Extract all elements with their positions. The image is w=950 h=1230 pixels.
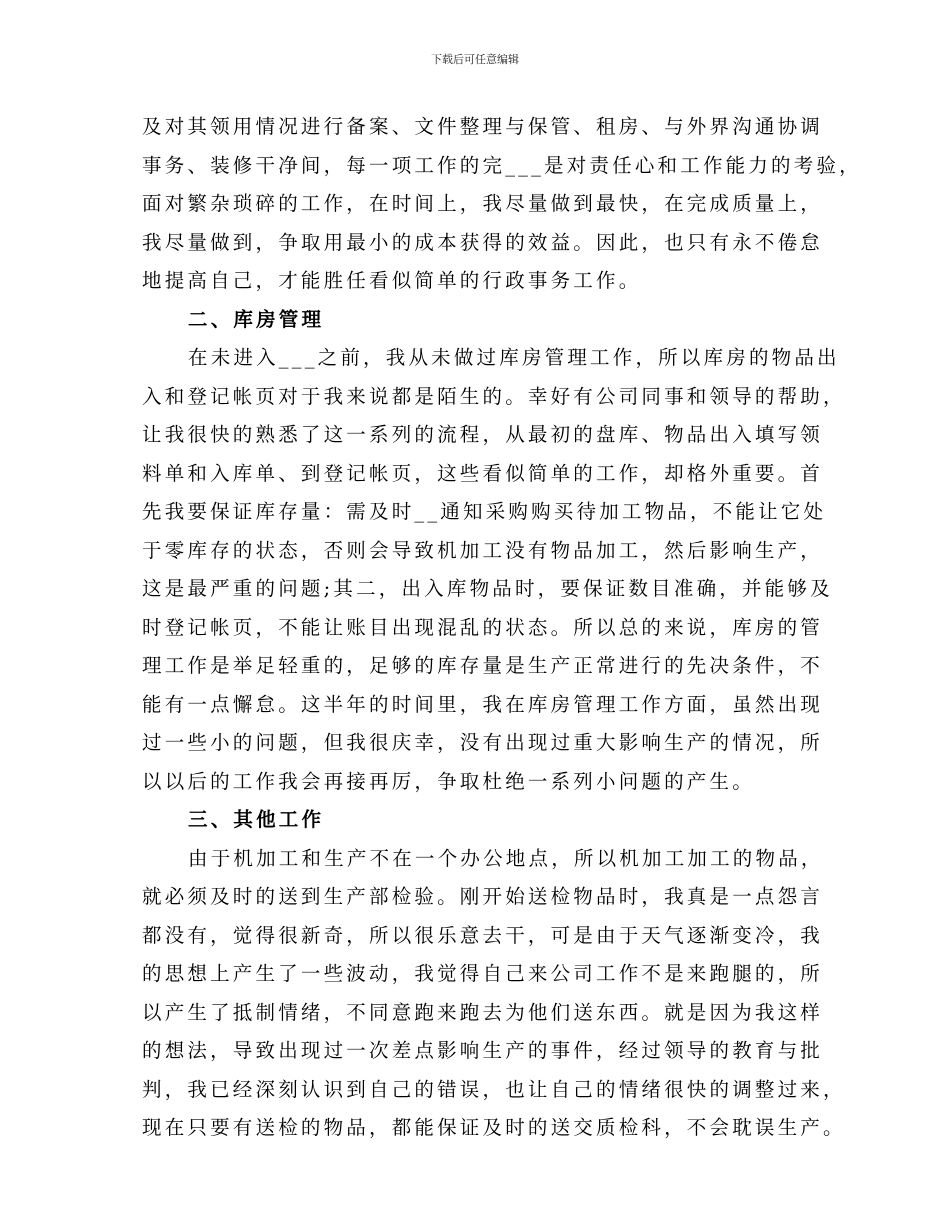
paragraph-line: 于零库存的状态，否则会导致机加工没有物品加工，然后影响生产， [142,538,824,562]
paragraph-line: 由于机加工和生产不在一个办公地点，所以机加工加工的物品， [188,846,824,870]
paragraph-line: 的思想上产生了一些波动，我觉得自己来公司工作不是来跑腿的，所 [142,962,824,985]
section-warehouse [142,301,846,802]
paragraph-line: 入和登记帐页对于我来说都是陌生的。幸好有公司同事和领导的帮助， [142,384,846,408]
paragraph-line: 先我要保证库存量：需及时__通知采购购买待加工物品，不能让它处 [142,500,827,523]
paragraph-line: 都没有，觉得很新奇，所以很乐意去干，可是由于天气逐渐变冷，我 [142,923,824,947]
paragraph-line: 让我很快的熟悉了这一系列的流程，从最初的盘库、物品出入填写领 [142,423,824,446]
paragraph-line: 我尽量做到，争取用最小的成本获得的效益。因此，也只有永不倦怠 [142,230,824,254]
paragraph-line: 能有一点懈怠。这半年的时间里，我在库房管理工作方面，虽然出现 [142,692,824,716]
paragraph-line: 在未进入___之前，我从未做过库房管理工作，所以库房的物品出 [188,346,840,369]
paragraph-line: 面对繁杂琐碎的工作，在时间上，我尽量做到最快，在完成质量上， [142,192,824,215]
paragraph-line: 理工作是举足轻重的，足够的库存量是生产正常进行的先决条件，不 [142,654,824,677]
paragraph-line: 这是最严重的问题;其二，出入库物品时，要保证数目准确，并能够及 [142,577,833,600]
section-intro [142,108,862,301]
paragraph-line: 判，我已经深刻认识到自己的错误，也让自己的情绪很快的调整过来， [142,1077,846,1101]
paragraph-line: 料单和入库单、到登记帐页，这些看似简单的工作，却格外重要。首 [142,461,824,485]
page-header: 下载后可任意编辑 [431,53,519,66]
paragraph-line: 就必须及时的送到生产部检验。刚开始送检物品时，我真是一点怨言 [142,885,824,908]
paragraph-line: 时登记帐页，不能让账目出现混乱的状态。所以总的来说，库房的管 [142,615,824,639]
section-heading: 三、其他工作 [188,808,325,831]
paragraph-line: 以产生了抵制情绪，不同意跑来跑去为他们送东西。就是因为我这样 [142,1000,824,1024]
section-other-work [142,801,846,1148]
paragraph-line: 地提高自己，才能胜任看似简单的行政事务工作。 [142,269,642,292]
section-heading: 二、库房管理 [188,307,325,331]
paragraph-line: 及对其领用情况进行备案、文件整理与保管、租房、与外界沟通协调 [142,115,824,138]
paragraph-line: 现在只要有送检的物品，都能保证及时的送交质检科，不会耽误生产。 [142,1116,846,1139]
paragraph-line: 的想法，导致出现过一次差点影响生产的事件，经过领导的教育与批 [142,1039,824,1062]
paragraph-line: 事务、装修干净间，每一项工作的完___是对责任心和工作能力的考验， [142,153,862,177]
paragraph-line: 以以后的工作我会再接再厉，争取杜绝一系列小问题的产生。 [142,769,755,793]
paragraph-line: 过一些小的问题，但我很庆幸，没有出现过重大影响生产的情况，所 [142,731,824,754]
document-body [142,108,862,1148]
